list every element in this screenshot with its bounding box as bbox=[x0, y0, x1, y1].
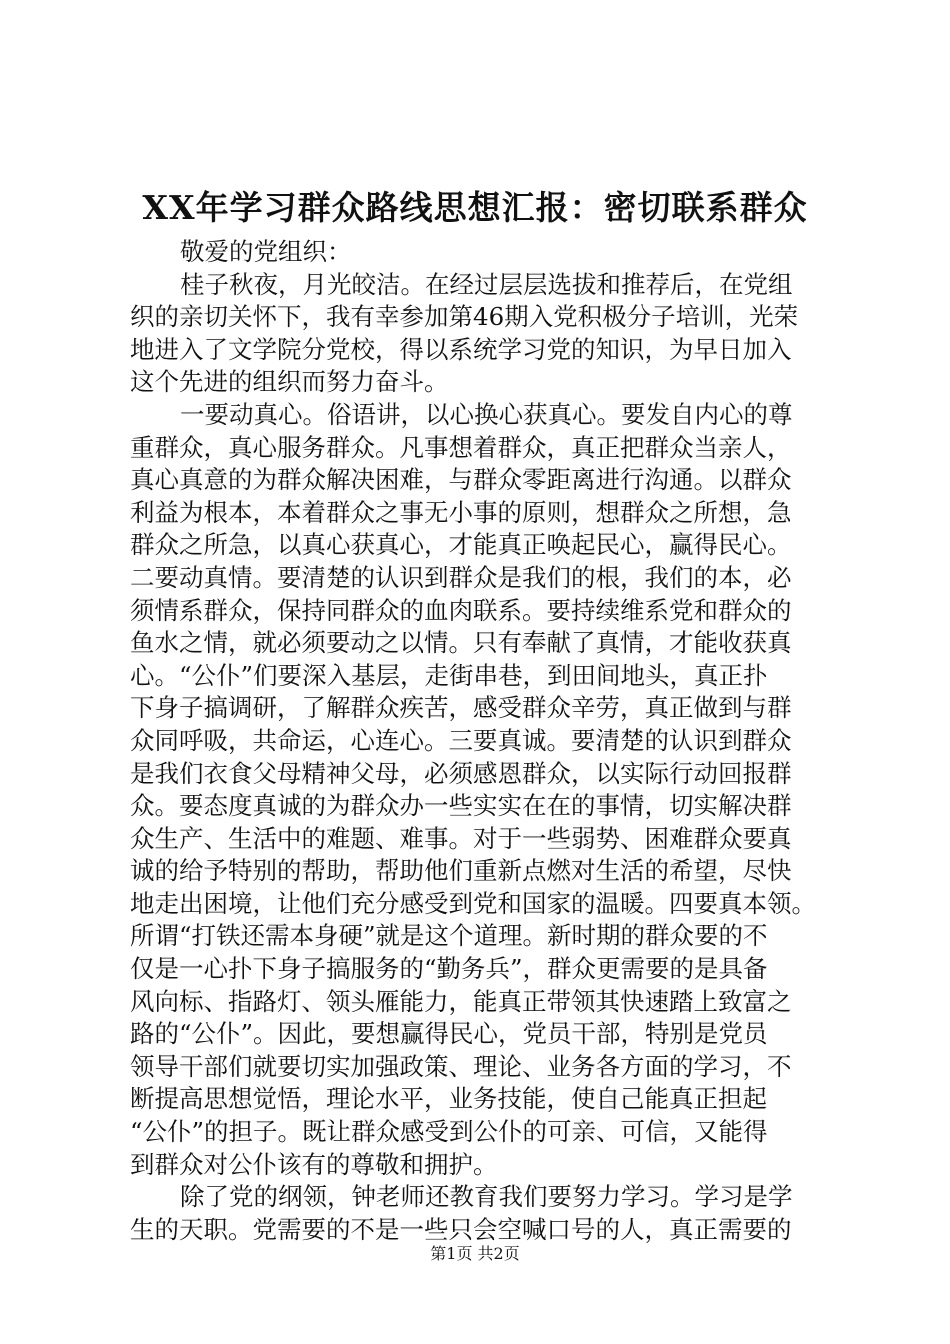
text-line: 地走出困境，让他们充分感受到党和国家的温暖。四要真本领。 bbox=[130, 888, 816, 918]
text-line: 一要动真心。俗语讲，以心换心获真心。要发自内心的尊 bbox=[180, 399, 793, 429]
text-line: 除了党的纲领，钟老师还教育我们要努力学习。学习是学 bbox=[180, 1182, 793, 1212]
text-line: 利益为根本，本着群众之事无小事的原则，想群众之所想，急 bbox=[130, 497, 792, 527]
document-title: XX年学习群众路线思想汇报：密切联系群众 bbox=[142, 188, 808, 227]
text-line: 真心真意的为群众解决困难，与群众零距离进行沟通。以群众 bbox=[130, 465, 792, 495]
text-line: “公仆”的担子。既让群众感受到公仆的可亲、可信，又能得 bbox=[130, 1117, 768, 1147]
text-line: 鱼水之情，就必须要动之以情。只有奉献了真情，才能收获真 bbox=[130, 628, 792, 658]
text-line: 仅是一心扑下身子搞服务的“勤务兵”，群众更需要的是具备 bbox=[130, 954, 768, 984]
text-line: 桂子秋夜，月光皎洁。在经过层层选拔和推荐后，在党组 bbox=[180, 269, 793, 299]
text-line: 须情系群众，保持同群众的血肉联系。要持续维系党和群众的 bbox=[130, 595, 792, 625]
text-line: 众同呼吸，共命运，心连心。三要真诚。要清楚的认识到群众 bbox=[130, 725, 792, 755]
text-line: 重群众，真心服务群众。凡事想着群众，真正把群众当亲人， bbox=[130, 432, 792, 462]
text-line: 所谓“打铁还需本身硬”就是这个道理。新时期的群众要的不 bbox=[130, 921, 768, 951]
text-line: 诚的给予特别的帮助，帮助他们重新点燃对生活的希望，尽快 bbox=[130, 856, 792, 886]
text-line: 群众之所急，以真心获真心，才能真正唤起民心，赢得民心。 bbox=[130, 530, 792, 560]
text-line: 心。“公仆”们要深入基层，走街串巷，到田间地头，真正扑 bbox=[130, 660, 768, 690]
text-line: 路的“公仆”。因此，要想赢得民心，党员干部，特别是党员 bbox=[130, 1019, 768, 1049]
text-line: 是我们衣食父母精神父母，必须感恩群众，以实际行动回报群 bbox=[130, 758, 792, 788]
text-line: 地进入了文学院分党校，得以系统学习党的知识，为早日加入 bbox=[130, 334, 792, 364]
text-line: 下身子搞调研，了解群众疾苦，感受群众辛劳，真正做到与群 bbox=[130, 693, 792, 723]
text-line: 生的天职。党需要的不是一些只会空喊口号的人，真正需要的 bbox=[130, 1214, 792, 1244]
text-line: 二要动真情。要清楚的认识到群众是我们的根，我们的本，必 bbox=[130, 562, 792, 592]
text-line: 到群众对公仆该有的尊敬和拥护。 bbox=[130, 1149, 498, 1179]
text-line: 织的亲切关怀下，我有幸参加第46期入党积极分子培训，光荣 bbox=[130, 302, 799, 332]
text-line: 这个先进的组织而努力奋斗。 bbox=[130, 367, 449, 397]
page-footer: 第1页 共2页 bbox=[430, 1244, 520, 1263]
text-line: 众。要态度真诚的为群众办一些实实在在的事情，切实解决群 bbox=[130, 791, 792, 821]
text-line: 众生产、生活中的难题、难事。对于一些弱势、困难群众要真 bbox=[130, 823, 792, 853]
text-line: 风向标、指路灯、领头雁能力，能真正带领其快速踏上致富之 bbox=[130, 986, 792, 1016]
text-line: 敬爱的党组织： bbox=[180, 237, 352, 266]
document-body bbox=[130, 236, 850, 1246]
text-line: 断提高思想觉悟，理论水平，业务技能，使自己能真正担起 bbox=[130, 1084, 767, 1114]
text-line: 领导干部们就要切实加强政策、理论、业务各方面的学习，不 bbox=[130, 1051, 792, 1081]
